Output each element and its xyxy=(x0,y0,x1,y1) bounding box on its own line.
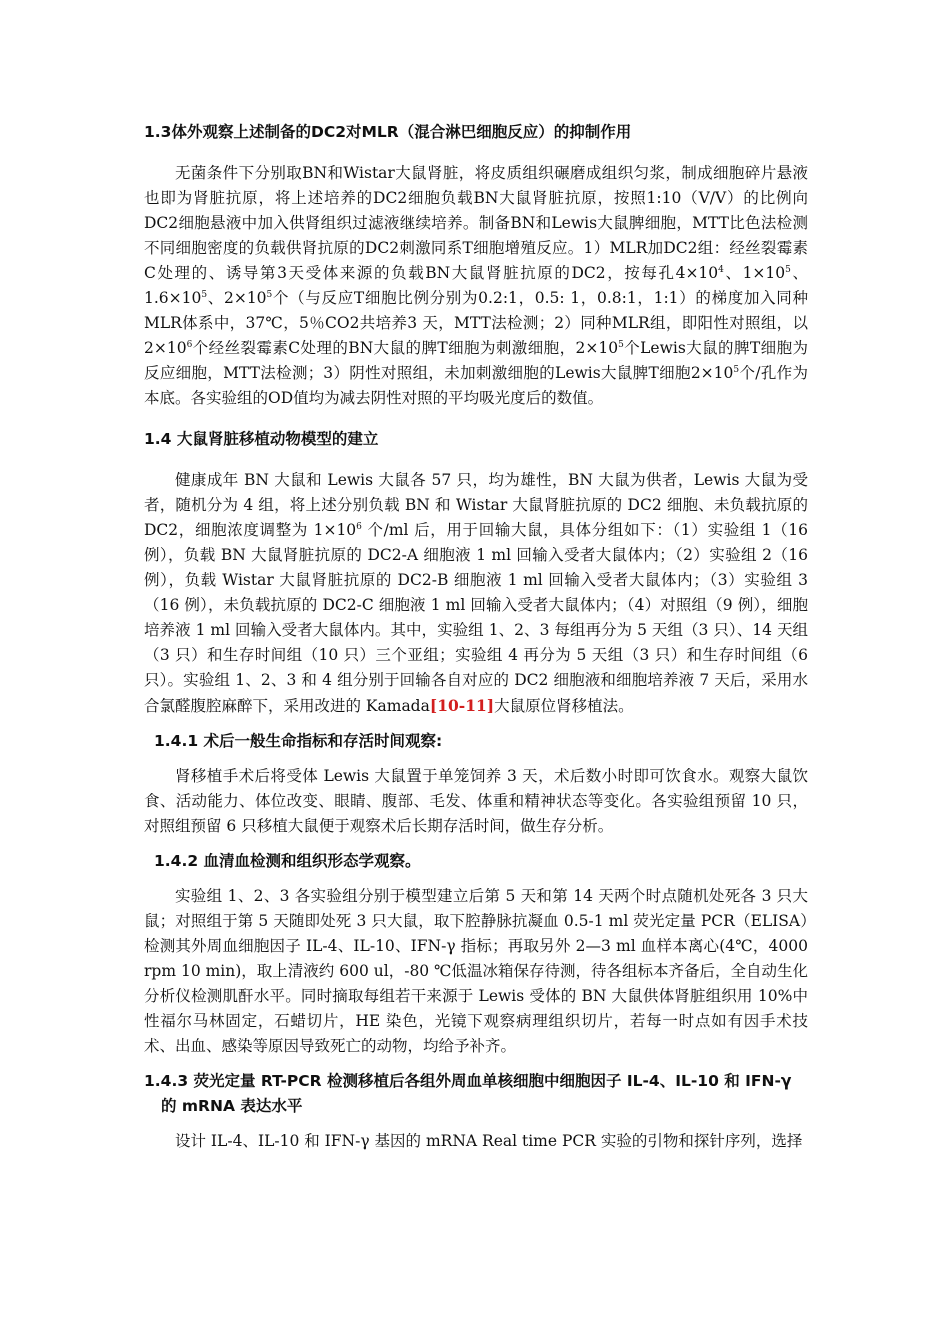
text-run: 个（与反应T细胞比例分别为0.2:1，0.5: 1，0.8:1，1:1）的梯度加入同种MLR体系中，37℃，5％CO2共培养3 天，MTT法检测；2）同种MLR组，即阳性对照组，以2×10 xyxy=(144,289,808,357)
superscript: 5 xyxy=(201,289,208,300)
text-run: 、1×10 xyxy=(723,264,786,282)
text-run: 个Lewis大鼠的脾T细胞为反应细胞，MTT法检测；3）阴性对照组，未加刺激细胞的Lewis大鼠脾T细胞2×10 xyxy=(144,339,808,382)
superscript: 6 xyxy=(356,521,362,532)
section-1-4-2-heading: 1.4.2 血清血检测和组织形态学观察。 xyxy=(154,852,421,870)
section-1-3-paragraph xyxy=(144,161,808,411)
text-run: 个/孔作为本底。各实验组的OD值均为减去阴性对照的平均吸光度后的数值。 xyxy=(144,364,808,407)
text-run: 、1.6×10 xyxy=(144,264,808,307)
text-run: 无菌条件下分别取BN和Wistar大鼠肾脏，将皮质组织碾磨成组织匀浆，制成细胞碎片悬液也即为肾脏抗原，将上述培养的DC2细胞负载BN大鼠肾脏抗原，按照1:10（V/V）的比例向DC2细胞悬液中加入供肾组织过滤液继续培养。制备BN和Lewis大鼠脾细胞，MTT比色法检测不同细胞密度的负载供肾抗原的DC2刺激同系T细胞增殖反应。1）MLR加DC2组：经丝裂霉素C处理的、诱导第3天受体来源的负载BN大鼠肾脏抗原的DC2，按每孔4×10 xyxy=(144,164,808,282)
text-run: 大鼠原位肾移植法。 xyxy=(494,697,634,715)
text-run: 个经丝裂霉素C处理的BN大鼠的脾T细胞为刺激细胞，2×10 xyxy=(192,339,619,357)
superscript: 5 xyxy=(266,289,273,300)
superscript: 5 xyxy=(618,339,624,350)
section-1-4-heading: 1.4 大鼠肾脏移植动物模型的建立 xyxy=(144,430,379,448)
section-1-4-paragraph xyxy=(144,468,808,719)
citation-link[interactable]: [10-11] xyxy=(429,696,495,715)
superscript: 6 xyxy=(186,339,193,350)
text-run: 个/ml 后，用于回输大鼠，具体分组如下：（1）实验组 1（16 例），负载 BN 大鼠肾脏抗原的 DC2-A 细胞液 1 ml 回输入受者大鼠体内；（2）实验组 2（16 例），负载 Wistar 大鼠肾脏抗原的 DC2-B 细胞液 1 ml 回输入受者大鼠体内；（3）实验组 3（16 例），未负载抗原的 DC2-C 细胞液 1 ml 回输入受者大鼠体内；（4）对照组（9 例），细胞培养液 1 ml 回输入受者大鼠体内。其中，实验组 1、2、3 每组再分为 5 天组（3 只）、14 天组（3 只）和生存时间组（10 只）三个亚组；实验组 4 再分为 5 天组（3 只）和生存时间组（6 只）。实验组 1、2、3 和 4 组分别于回输各自对应的 DC2 细胞液和细胞培养液 7 天后，采用水合氯醛腹腔麻醉下，采用改进的 Kamada xyxy=(144,521,808,715)
document-body xyxy=(144,120,808,1154)
section-1-4-3-paragraph: 设计 IL-4、IL-10 和 IFN-γ 基因的 mRNA Real time PCR 实验的引物和探针序列，选择 xyxy=(175,1132,803,1150)
superscript: 5 xyxy=(785,264,791,275)
section-1-3-heading: 1.3体外观察上述制备的DC2对MLR（混合淋巴细胞反应）的抑制作用 xyxy=(144,123,632,141)
text-run: 健康成年 BN 大鼠和 Lewis 大鼠各 57 只，均为雄性，BN 大鼠为供者，Lewis 大鼠为受者，随机分为 4 组，将上述分别负载 BN 和 Wistar 大鼠肾脏抗原的 DC2 细胞、未负载抗原的 DC2，细胞浓度调整为 1×10 xyxy=(144,471,808,539)
section-1-4-1-heading: 1.4.1 术后一般生命指标和存活时间观察: xyxy=(154,732,443,750)
section-1-4-2-paragraph: 实验组 1、2、3 各实验组分别于模型建立后第 5 天和第 14 天两个时点随机处死各 3 只大鼠；对照组于第 5 天随即处死 3 只大鼠，取下腔静脉抗凝血 0.5-1 ml 荧光定量 PCR（ELISA）检测其外周血细胞因子 IL-4、IL-10、IFN-γ 指标；再取另外 2—3 ml 血样本离心(4℃，4000 rpm 10 min)，取上清液约 600 ul，-80 ℃低温冰箱保存待测，待各组标本齐备后，全自动生化分析仪检测肌酐水平。同时摘取每组若干来源于 Lewis 受体的 BN 大鼠供体肾脏组织用 10%中性福尔马林固定，石蜡切片，HE 染色，光镜下观察病理组织切片，若每一时点如有因手术技术、出血、感染等原因导致死亡的动物，均给予补齐。 xyxy=(144,887,808,1055)
superscript: 4 xyxy=(718,264,724,275)
superscript: 5 xyxy=(733,364,740,375)
text-run: 、2×10 xyxy=(207,289,267,307)
section-1-4-1-paragraph: 肾移植手术后将受体 Lewis 大鼠置于单笼饲养 3 天，术后数小时即可饮食水。观察大鼠饮食、活动能力、体位改变、眼睛、腹部、毛发、体重和精神状态等变化。各实验组预留 10 只，对照组预留 6 只移植大鼠便于观察术后长期存活时间，做生存分析。 xyxy=(144,767,808,835)
section-1-4-3-heading: 1.4.3 荧光定量 RT-PCR 检测移植后各组外周血单核细胞中细胞因子 IL-4、IL-10 和 IFN-γ 的 mRNA 表达水平 xyxy=(144,1072,792,1115)
